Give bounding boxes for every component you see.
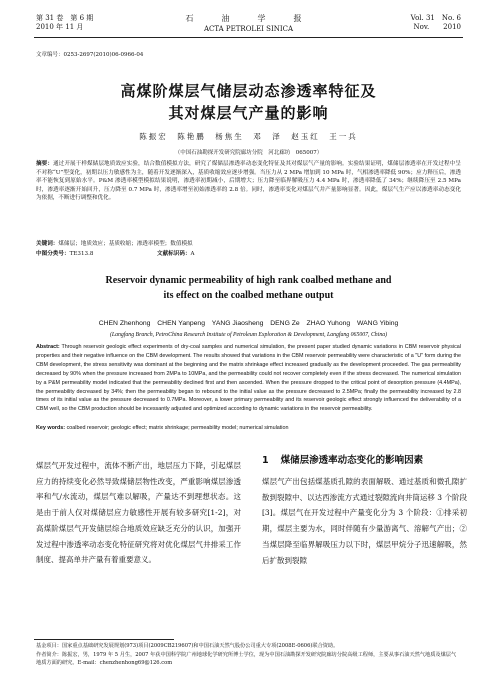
footnote-rule <box>34 639 174 640</box>
abstract-cn-text: 通过开展干样煤储层地质效应实验，结合数值模拟方法，研究了煤储层渗透率动态变化特征及其对煤层气产量的影响。实验结果证明，煤储层渗透率在开发过程中呈不对称“U”型变化，初期以压力敏感性为主，随着开发逐渐深入，基质收缩效应逐步增强。当压力从 2 MPa 增加到 10 MPa 时，气相渗透率降低 90%；应力释压后，渗透率不能恢复到原始水平。P&M 渗透率模型模拟结果说明，渗透率初期减小，后期增大；压力降至临界解吸压力 4.4 MPa 时，渗透率降低了 34%；继续降压至 2.5 MPa 时，渗透率逐渐开始回升，压力降至 0.7 MPa 时，渗透率增至初始渗透率的 2.8 倍。同时，渗透率变化对煤层气井产量影响显著。因此，煤层气生产应以渗透率动态变化为依据，不断进行调整和优化。 <box>36 161 461 202</box>
abstract-cn-label: 摘要： <box>36 161 54 167</box>
title-en-line-2: its effect on the coalbed methane output <box>163 290 334 301</box>
doc-code-label: 文献标识码： <box>156 251 191 257</box>
title-en-line-1: Reservoir dynamic permeability of high rank coalbed methane and <box>105 275 392 286</box>
volume-issue-en: Vol. 31 No. 6 <box>410 14 461 22</box>
section-number: 1 <box>262 455 269 466</box>
title-line-1: 高煤阶煤层气储层动态渗透率特征及 <box>120 82 377 100</box>
date-en: Nov. 2010 <box>413 23 461 31</box>
classification-cn <box>36 250 461 259</box>
doc-code: A <box>190 251 195 257</box>
abstract-en-label: Abstract: <box>36 344 60 350</box>
running-header <box>0 14 497 48</box>
journal-name-en: ACTA PETROLEI SINICA <box>203 25 294 33</box>
section-title: 煤储层渗透率动态变化的影响因素 <box>280 455 424 466</box>
abstract-en <box>36 343 461 414</box>
volume-issue-cn: 第 31 卷 第 6 期 <box>36 14 94 22</box>
clc-code: TE313.8 <box>69 251 94 257</box>
date-cn: 2010 年 11 月 <box>36 23 84 31</box>
footnote-author: 作者简介：陈振宏，男，1979 年 5 月生，2007 年获中国科学院广州地球化学研究所博士学位，现为中国石油勘探开发研究院廊坊分院高级工程师，主要从事石油天然气地质及煤层气地质方面的研究。E-mail：chenzhenhong69@126.com <box>36 652 457 666</box>
header-right <box>411 14 461 32</box>
affiliation-cn: （中国石油勘探开发研究院廊坊分院 河北廊坊 065007） <box>174 150 323 156</box>
footnote-fund: 基金项目：国家重点基础研究发展规划(973)项目(2009CB219607)和中国石油天然气股份公司重大专项(2008E-0606)联合资助。 <box>36 643 339 649</box>
abstract-cn <box>36 160 461 203</box>
body-left-column: 煤层气开发过程中，流体不断产出，地层压力下降，引起煤层应力的持续变化必然导致煤储层物性改变，严重影响煤层渗透率和气/水流动，煤层气难以解吸，产量达不到理想状态。这是由于前人仅对煤储层应力敏感性开展有较多研究[1-2]，对高煤阶煤层气开发储层综合地质效应缺乏充分的认识，加强开发过程中渗透率动态变化特征研究将对优化煤层气井排采工作制度、提高单井产量有着重要意义。 <box>36 461 241 565</box>
keywords-cn-label: 关键词： <box>36 241 59 247</box>
keywords-cn <box>36 240 461 249</box>
authors-en: CHEN Zhenhong CHEN Yanpeng YANG Jiaosheng DENG Ze ZHAO Yuhong WANG Yibing <box>98 320 399 327</box>
abstract-en-text: Through reservoir geologic effect experiments of dry-coal samples and numerical simulation, the present paper studied dynamic variations in CBM reservoir physical properties and their negative influence on the CBM development. The results showed that variations in the CBM reservoir permeability were characteristic of a "U" form during the CBM development, the stress sensitivity was dominant at the beginning and the matrix shrinkage effect increased gradually as the development proceeded. The gas permeability decreased by 90% when the pressure increased from 2MPa to 10MPa, and the permeability could not recover completely even if the stress decreased. The numerical simulation by a P&M permeability model indicated that the permeability declined first and then ascended. When the pressure dropped to the critical point of desorption pressure (4.4MPa), the permeability decreased by 34%; then the permeability began to rebound to the initial value as the pressure decreased to 2.5MPa; finally the permeability increased by 2.8 times of its initial value as the pressure decreased to 0.7MPa. Moreover, a lower primary permeability and its reservoir geologic effect strongly influenced the deliverability of a CBM well, so the CBM production should be incessantly adjusted and optimized according to dynamic variations in the reservoir permeability. <box>36 344 461 413</box>
body-right-column: 煤层气产出包括煤基质孔隙的表面解吸、通过基质和微孔隙扩散到裂隙中、以达西渗流方式通过裂隙流向井筒运移 3 个阶段[3]。煤层气在开发过程中产量变化分为 3 个阶段：①排采初期，煤层主要为水，同时伴随有少量游离气、溶解气产出；②当煤层降至临界解吸压力以下时，煤层甲烷分子迅速解吸，然后扩散到裂隙 <box>262 477 467 565</box>
keywords-en <box>36 424 461 433</box>
authors-cn: 陈振宏 陈艳鹏 杨焦生 邓 泽 赵玉红 王一兵 <box>139 132 358 141</box>
article-number: 文章编号：0253-2697(2010)06-0966-04 <box>36 52 144 58</box>
keywords-cn-text: 煤储层；地质效应；基质收缩；渗透率模型；数值模拟 <box>58 241 193 247</box>
section-heading-1 <box>262 452 423 466</box>
header-rule <box>34 37 463 38</box>
affiliation-en: (Langfang Branch, PetroChina Research Institute of Petroleum Exploration & Development, Langfang 065007, China) <box>109 332 388 338</box>
journal-name-cn: 石 油 学 报 <box>185 14 312 23</box>
clc-label: 中图分类号： <box>36 251 70 257</box>
keywords-en-label: Key words: <box>36 425 66 431</box>
keywords-en-text: coalbed reservoir; geologic effect; matrix shrinkage; permeability model; numerical simulation <box>66 425 289 431</box>
title-line-2: 其对煤层气产量的影响 <box>168 104 329 122</box>
